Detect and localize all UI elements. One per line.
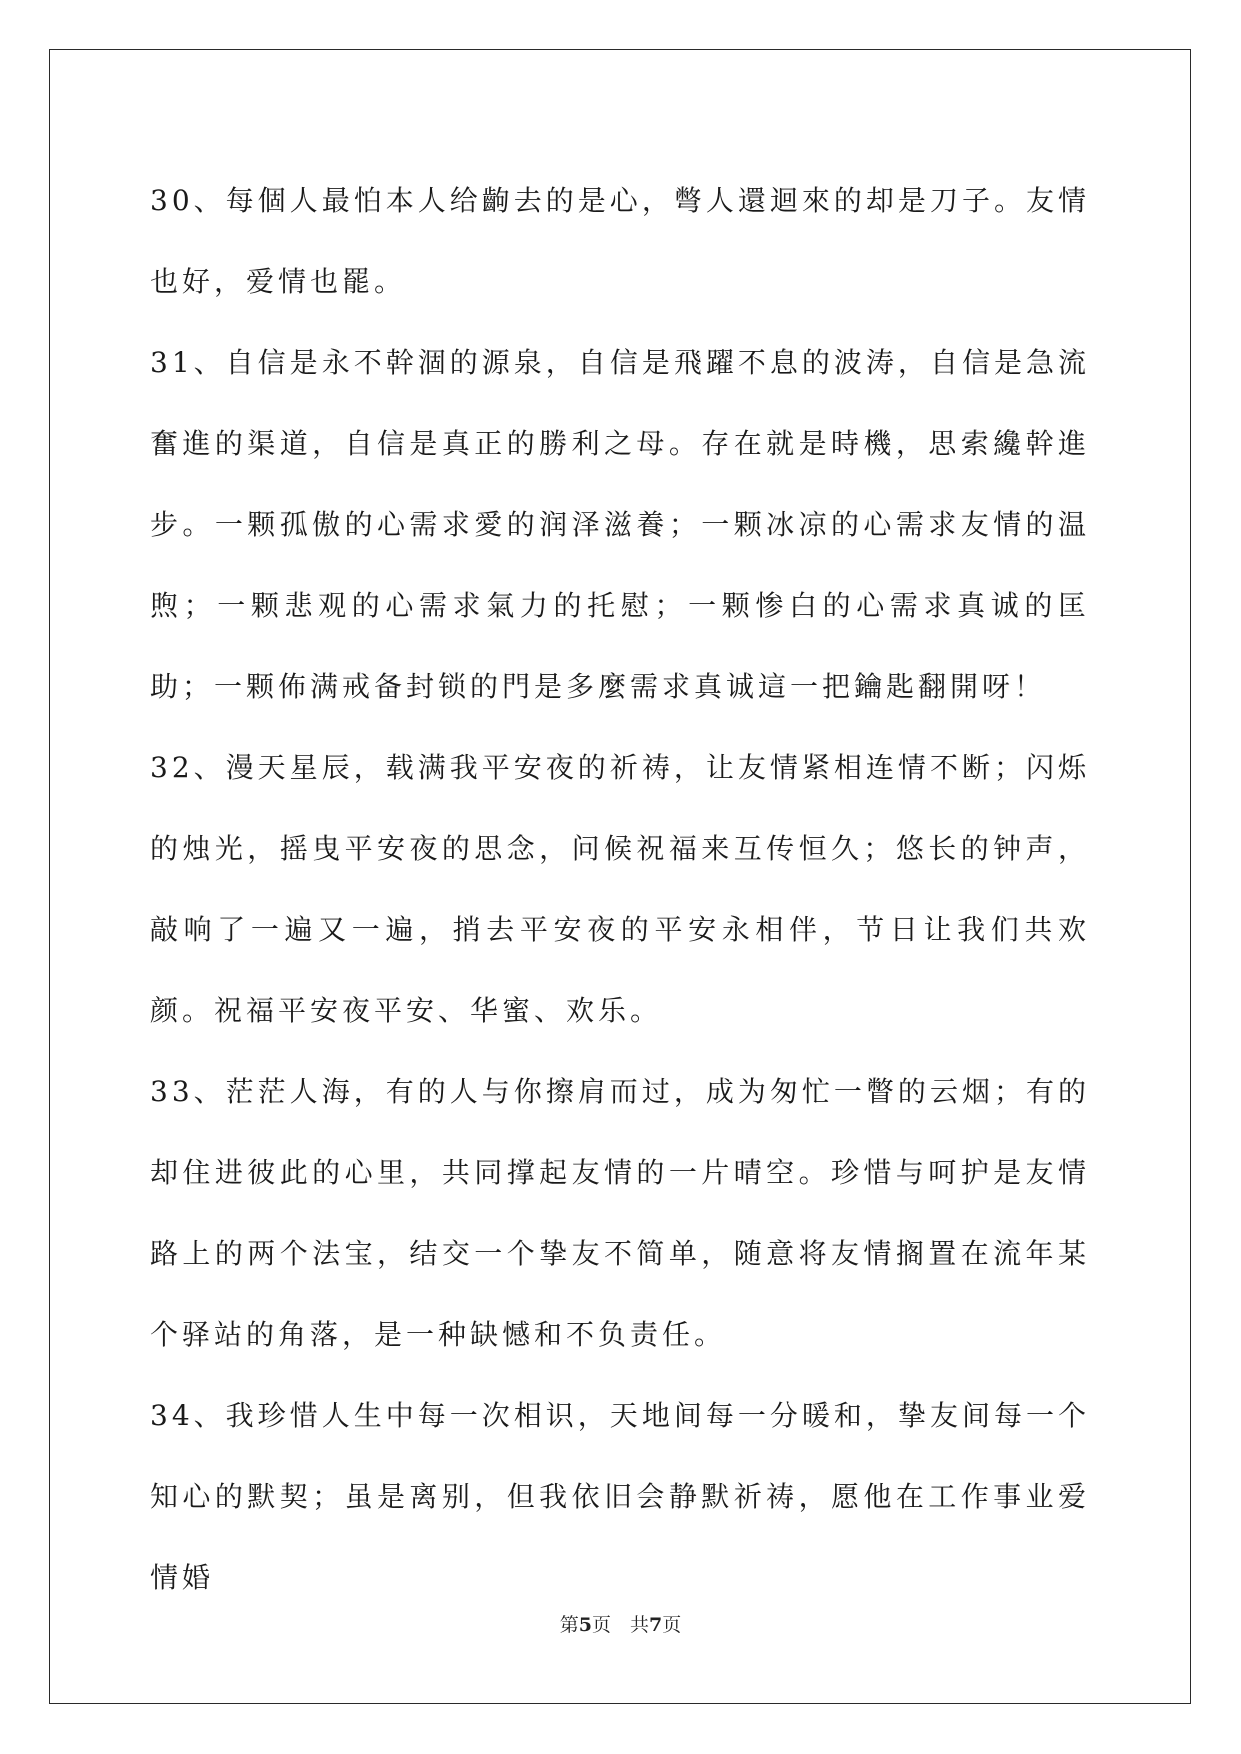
total-page-number: 7 [649, 1614, 663, 1636]
paragraph-33: 33、茫茫人海，有的人与你擦肩而过，成为匆忙一瞥的云烟；有的却住进彼此的心里，共同撑起友情的一片晴空。珍惜与呵护是友情路上的两个法宝，结交一个挚友不简单，随意将友情搁置在流年某个驿站的角落，是一种缺憾和不负责任。 [150, 1075, 1090, 1351]
paragraph-34: 34、我珍惜人生中每一次相识，天地间每一分暖和，挚友间每一个知心的默契；虽是离别，但我依旧会静默祈祷，愿他在工作事业爱情婚 [150, 1399, 1090, 1594]
current-page-number: 5 [578, 1614, 592, 1636]
footer-suffix: 页 [662, 1614, 682, 1636]
document-body [150, 160, 1090, 1618]
paragraph-31: 31、自信是永不幹涸的源泉，自信是飛躍不息的波涛，自信是急流奮進的渠道，自信是真正的勝利之母。存在就是時機，思索纔幹進步。一颗孤傲的心需求愛的润泽滋養；一颗冰凉的心需求友情的温煦；一颗悲观的心需求氣力的托慰；一颗惨白的心需求真诚的匡助；一颗佈满戒备封锁的門是多麼需求真诚這一把鑰匙翻開呀！ [150, 346, 1090, 703]
paragraph-30: 30、每個人最怕本人给齣去的是心，彆人還迴來的却是刀子。友情也好，爱情也罷。 [150, 184, 1090, 298]
footer-prefix: 第 [559, 1614, 579, 1636]
footer-mid: 页 共 [591, 1614, 649, 1636]
paragraph-32: 32、漫天星辰，载满我平安夜的祈祷，让友情紧相连情不断；闪烁的烛光，摇曳平安夜的思念，问候祝福来互传恒久；悠长的钟声，敲响了一遍又一遍，捎去平安夜的平安永相伴，节日让我们共欢颜。祝福平安夜平安、华蜜、欢乐。 [150, 751, 1090, 1027]
page-footer [0, 1610, 1241, 1637]
